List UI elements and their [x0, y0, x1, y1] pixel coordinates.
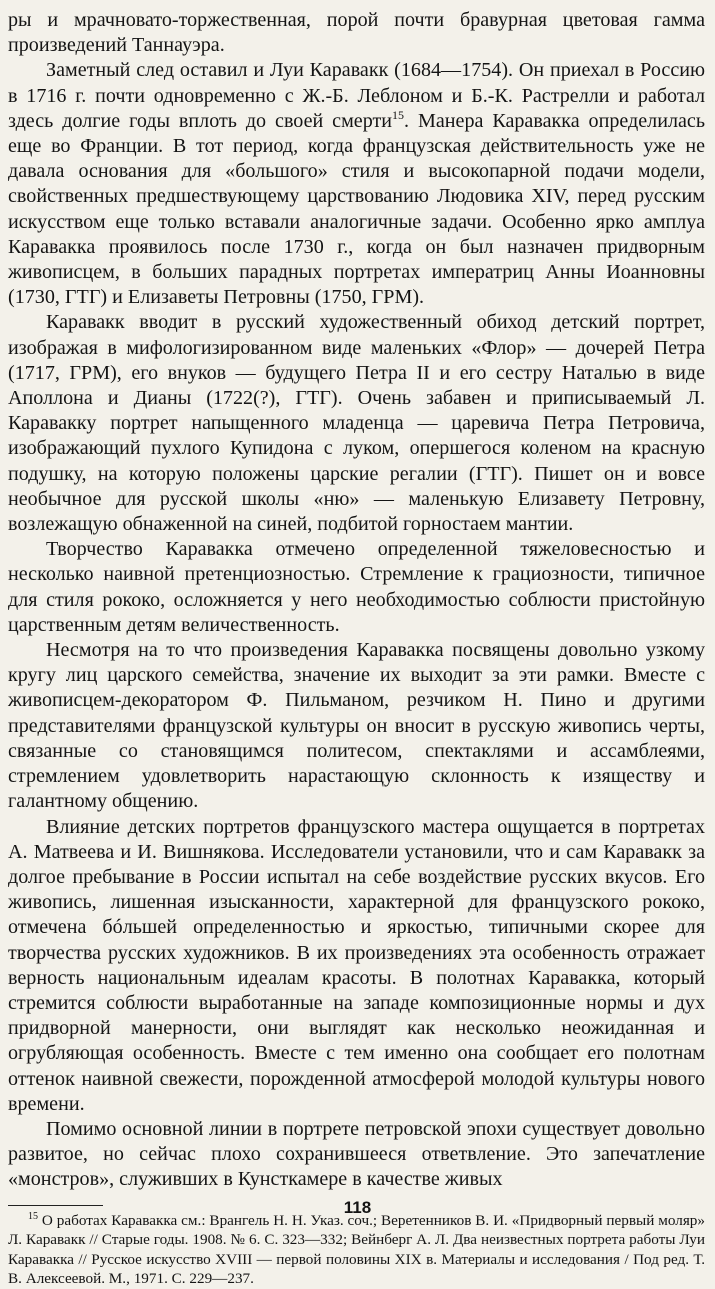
paragraph-influence: Влияние детских портретов французского мастера ощущается в портретах А. Матвеева и И. Вишнякова. Исследователи установили, что и сам Каравакк за долгое пребывание в России испытал на себе воздействие русских вкусов. Его живопись, лишенная изысканности, характерной для французского рококо, отмечена бóльшей определенностью и яркостью, типичными скорее для творчества русских художников. В их произведениях эта особенность отражает верность национальным идеалам красоты. В полотнах Каравакка, который стремится соблюсти выработанные на западе композиционные нормы и дух придворной манерности, они выглядят как несколько неожиданная и огрубляющая особенность. Вместе с тем именно она сообщает его полотнам оттенок наивной свежести, порожденной атмосферой молодой культуры нового времени.	[8, 815, 705, 1115]
paragraph-significance: Несмотря на то что произведения Каравакка посвящены довольно узкому кругу лиц царского семейства, значение их выходит за эти рамки. Вместе с живописцем-декоратором Ф. Пильманом, резчиком Н. Пино и другими представителями французской культуры он вносит в русскую живопись черты, связанные со становящимся политесом, спектаклями и ассамблеями, стремлением удовлетворить нарастающую склонность к изяществу и галантному общению.	[8, 639, 705, 813]
paragraph-text: Заметный след оставил и Луи Каравакк (1684—1754). Он приехал в Россию в 1716 г. почти одновременно с Ж.-Б. Леблоном и Б.-К. Растрелли и работал здесь долгие годы вплоть до своей смерти	[8, 59, 705, 132]
paragraph-child-portrait: Каравакк вводит в русский художественный обиход детский портрет, изображая в мифологизированном виде маленьких «Флор» — дочерей Петра (1717, ГРМ), его внуков — будущего Петра II и его сестру Наталью в виде Аполлона и Дианы (1722(?), ГТГ). Очень забавен и приписываемый Л. Каравакку портрет напыщенного младенца — царевича Петра Петровича, изображающий пухлого Купидона с луком, опершегося коленом на красную подушку, на которую положены царские регалии (ГТГ). Пишет он и вовсе необычное для русской школы «ню» — маленькую Елизавету Петровну, возлежащую обнаженной на синей, подбитой горностаем мантии.	[8, 311, 705, 536]
footnote	[8, 1211, 705, 1289]
page-number: 118	[343, 1198, 372, 1217]
paragraph-monsters: Помимо основной линии в портрете петровской эпохи существует довольно развитое, но сейчас плохо сохранившееся ответвление. Это запечатление «монстров», служивших в Кунсткамере в качестве живых	[8, 1117, 705, 1191]
paragraph-caravaque-intro	[8, 58, 705, 310]
paragraph-continued: ры и мрачновато-торжественная, порой почти бравурная цветовая гамма произведений Таннауэра.	[8, 9, 705, 57]
footnote-text: О работах Каравакка см.: Врангель Н. Н. Указ. соч.; Веретенников В. И. «Придворный первый моляр» Л. Каравакк // Старые годы. 1908. № 6. С. 323—332; Вейнберг А. Л. Два неизвестных портрета работы Луи Каравакка // Русское искусство XVIII — первой половины XIX в. Материалы и исследования / Под ред. Т. В. Алексеевой. М., 1971. С. 229—237.	[8, 1211, 705, 1288]
main-text	[8, 8, 705, 1193]
paragraph-style: Творчество Каравакка отмечено определенной тяжеловесностью и несколько наивной претенциозностью. Стремление к грациозности, типичное для стиля рококо, осложняется у него необходимостью соблюсти пристойную царственным детям величественность.	[8, 538, 705, 636]
paragraph-text-tail: . Манера Каравакка определилась еще во Франции. В тот период, когда французская действительность уже не давала основания для «большого» стиля и высокопарной подачи модели, свойственных предшествующему царствованию Людовика XIV, перед русским искусством еще только вставали аналогичные задачи. Особенно ярко амплуа Каравакка проявилось после 1730 г., когда он был назначен придворным живописцем, в больших парадных портретах императриц Анны Иоанновны (1730, ГТГ) и Елизаветы Петровны (1750, ГРМ).	[8, 109, 705, 309]
footnote-number: 15	[28, 1210, 38, 1222]
footnote-reference[interactable]: 15	[392, 107, 405, 122]
